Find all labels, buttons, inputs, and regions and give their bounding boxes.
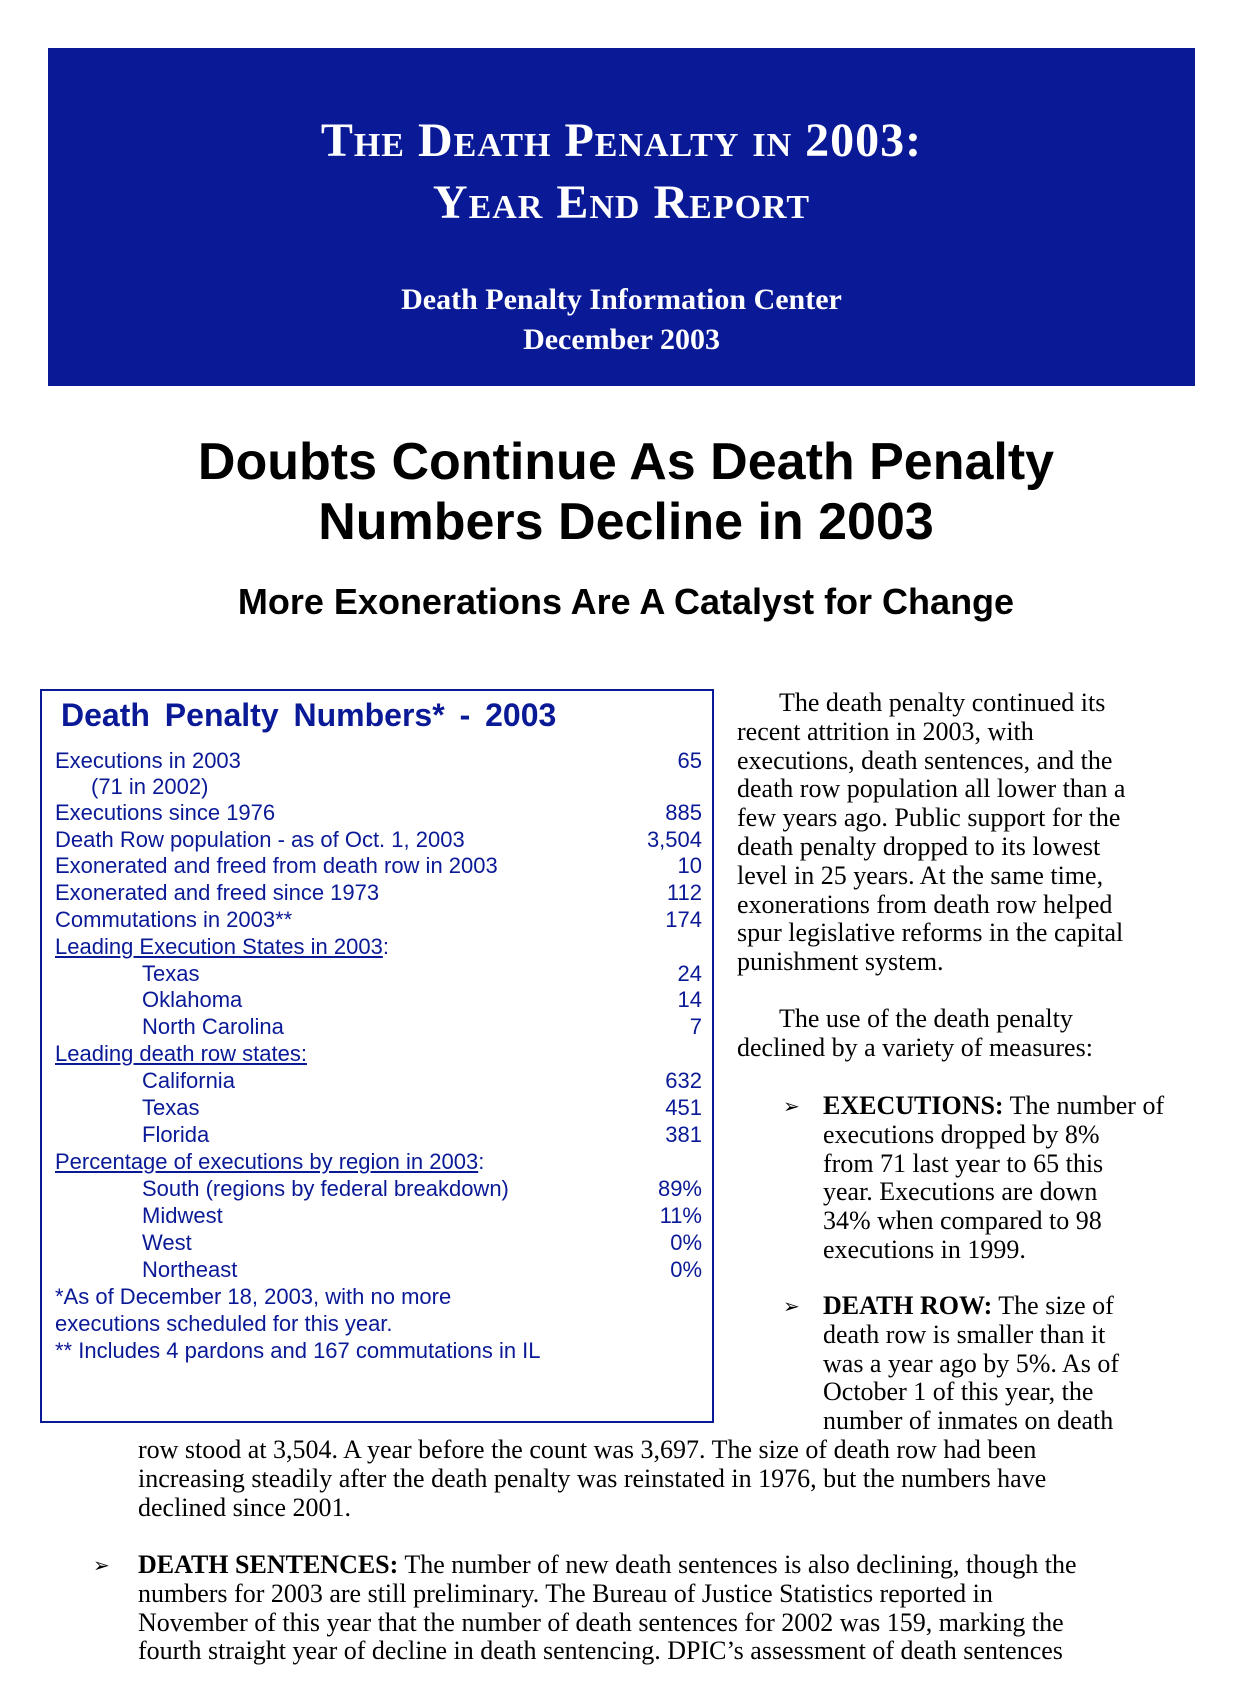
measures-paragraph: The use of the death penalty declined by a variety of measures: (737, 1004, 1093, 1062)
stat-label: Midwest (142, 1203, 223, 1228)
stat-label: Northeast (142, 1257, 238, 1282)
footnote-text: *As of December 18, 2003, with no more (55, 1284, 452, 1309)
stat-value: 7 (689, 1014, 702, 1039)
stat-row (55, 985, 702, 1014)
stat-label: Florida (142, 1122, 210, 1147)
stat-section-heading (55, 1039, 702, 1068)
stat-label: Texas (142, 961, 200, 986)
report-publisher (48, 280, 1195, 360)
report-title (48, 110, 1195, 234)
stat-value: 0% (670, 1230, 702, 1255)
stat-value: 3,504 (646, 827, 702, 852)
arrow-bullet-icon: ➢ (783, 1094, 800, 1118)
stat-label: Death Row population - as of Oct. 1, 2003 (55, 827, 465, 852)
section-heading-death-row-states: Leading death row states: (55, 1041, 307, 1066)
stat-label: (71 in 2002) (91, 774, 209, 799)
stat-row (55, 878, 702, 907)
stat-row (55, 1120, 702, 1149)
report-title-line-2: Year End Report (432, 176, 811, 229)
stat-row (55, 1093, 702, 1122)
stat-label: Executions in 2003 (55, 748, 241, 773)
stat-label: California (142, 1068, 235, 1093)
stat-label: West (142, 1230, 192, 1255)
bullet-heading: EXECUTIONS: (823, 1091, 1004, 1120)
stat-value: 174 (665, 907, 702, 932)
footnote (55, 1282, 702, 1311)
stat-row (55, 1066, 702, 1095)
section-heading-regions: Percentage of executions by region in 2003 (55, 1149, 479, 1174)
stat-label: North Carolina (142, 1014, 284, 1039)
stat-row (55, 1255, 702, 1284)
footnote (55, 1336, 702, 1365)
stat-value: 632 (665, 1068, 702, 1093)
stat-label: Exonerated and freed from death row in 2003 (55, 853, 498, 878)
stat-row (55, 746, 702, 775)
stat-label: South (regions by federal breakdown) (142, 1176, 509, 1201)
stat-label: Texas (142, 1095, 200, 1120)
footnote-text: executions scheduled for this year. (55, 1311, 393, 1336)
death-row-continuation: row stood at 3,504. A year before the count was 3,697. The size of death row had been increasing steadily after the death penalty was reinstated in 1976, but the numbers have declined since 2001. (138, 1435, 1047, 1522)
stat-row (55, 772, 702, 801)
stat-label: Executions since 1976 (55, 800, 276, 825)
arrow-bullet-icon: ➢ (783, 1294, 800, 1318)
stat-value: 24 (677, 961, 702, 986)
stat-row (55, 1174, 702, 1203)
stat-row (55, 1228, 702, 1257)
stat-value: 10 (677, 853, 702, 878)
numbers-box-title: Death Penalty Numbers* - 2003 (61, 697, 557, 733)
stat-label: Commutations in 2003** (55, 907, 293, 932)
footnote (55, 1309, 702, 1338)
stat-value: 65 (677, 748, 702, 773)
death-penalty-numbers-box (40, 689, 714, 1423)
stat-value: 11% (659, 1203, 702, 1228)
article-headline (0, 432, 1252, 552)
stat-row (55, 1012, 702, 1041)
stat-value: 0% (670, 1257, 702, 1282)
bullet-heading: DEATH SENTENCES: (138, 1550, 399, 1579)
stat-row (55, 1201, 702, 1230)
report-banner (48, 48, 1195, 386)
stat-value: 89% (657, 1176, 702, 1201)
stat-row (55, 851, 702, 880)
stat-value: 381 (665, 1122, 702, 1147)
bullet-heading: DEATH ROW: (823, 1291, 993, 1320)
stat-value: 14 (677, 987, 702, 1012)
stat-value: 112 (666, 880, 702, 905)
publisher-name: Death Penalty Information Center (401, 283, 842, 316)
stat-row (55, 959, 702, 988)
report-title-line-1: The Death Penalty in 2003: (320, 114, 923, 167)
arrow-bullet-icon: ➢ (93, 1553, 110, 1577)
stat-section-heading: Leading Execution States in 2003: (55, 934, 389, 959)
headline-line-2: Numbers Decline in 2003 (318, 493, 934, 551)
stat-label: Exonerated and freed since 1973 (55, 880, 380, 905)
stat-section-heading: Percentage of executions by region in 2003: (55, 1149, 485, 1174)
section-heading-execution-states: Leading Execution States in 2003 (55, 934, 383, 959)
footnote-text: ** Includes 4 pardons and 167 commutations in IL (55, 1338, 541, 1363)
stat-row (55, 798, 702, 827)
stat-value: 885 (665, 800, 702, 825)
stat-row (55, 825, 702, 854)
report-date: December 2003 (523, 323, 720, 356)
intro-paragraph: The death penalty continued its recent attrition in 2003, with executions, death sentences, and the death row population all lower than a few years ago. Public support for the death penalty dropped to its lowest level in 25 years. At the same time, exonerations from death row helped spur legislative reforms in the capital punishment system. (737, 688, 1126, 977)
headline-line-1: Doubts Continue As Death Penalty (197, 433, 1055, 491)
stat-label: Oklahoma (142, 987, 243, 1012)
stat-row (55, 905, 702, 934)
stat-value: 451 (665, 1095, 702, 1120)
article-subheadline: More Exonerations Are A Catalyst for Change (237, 581, 1015, 622)
